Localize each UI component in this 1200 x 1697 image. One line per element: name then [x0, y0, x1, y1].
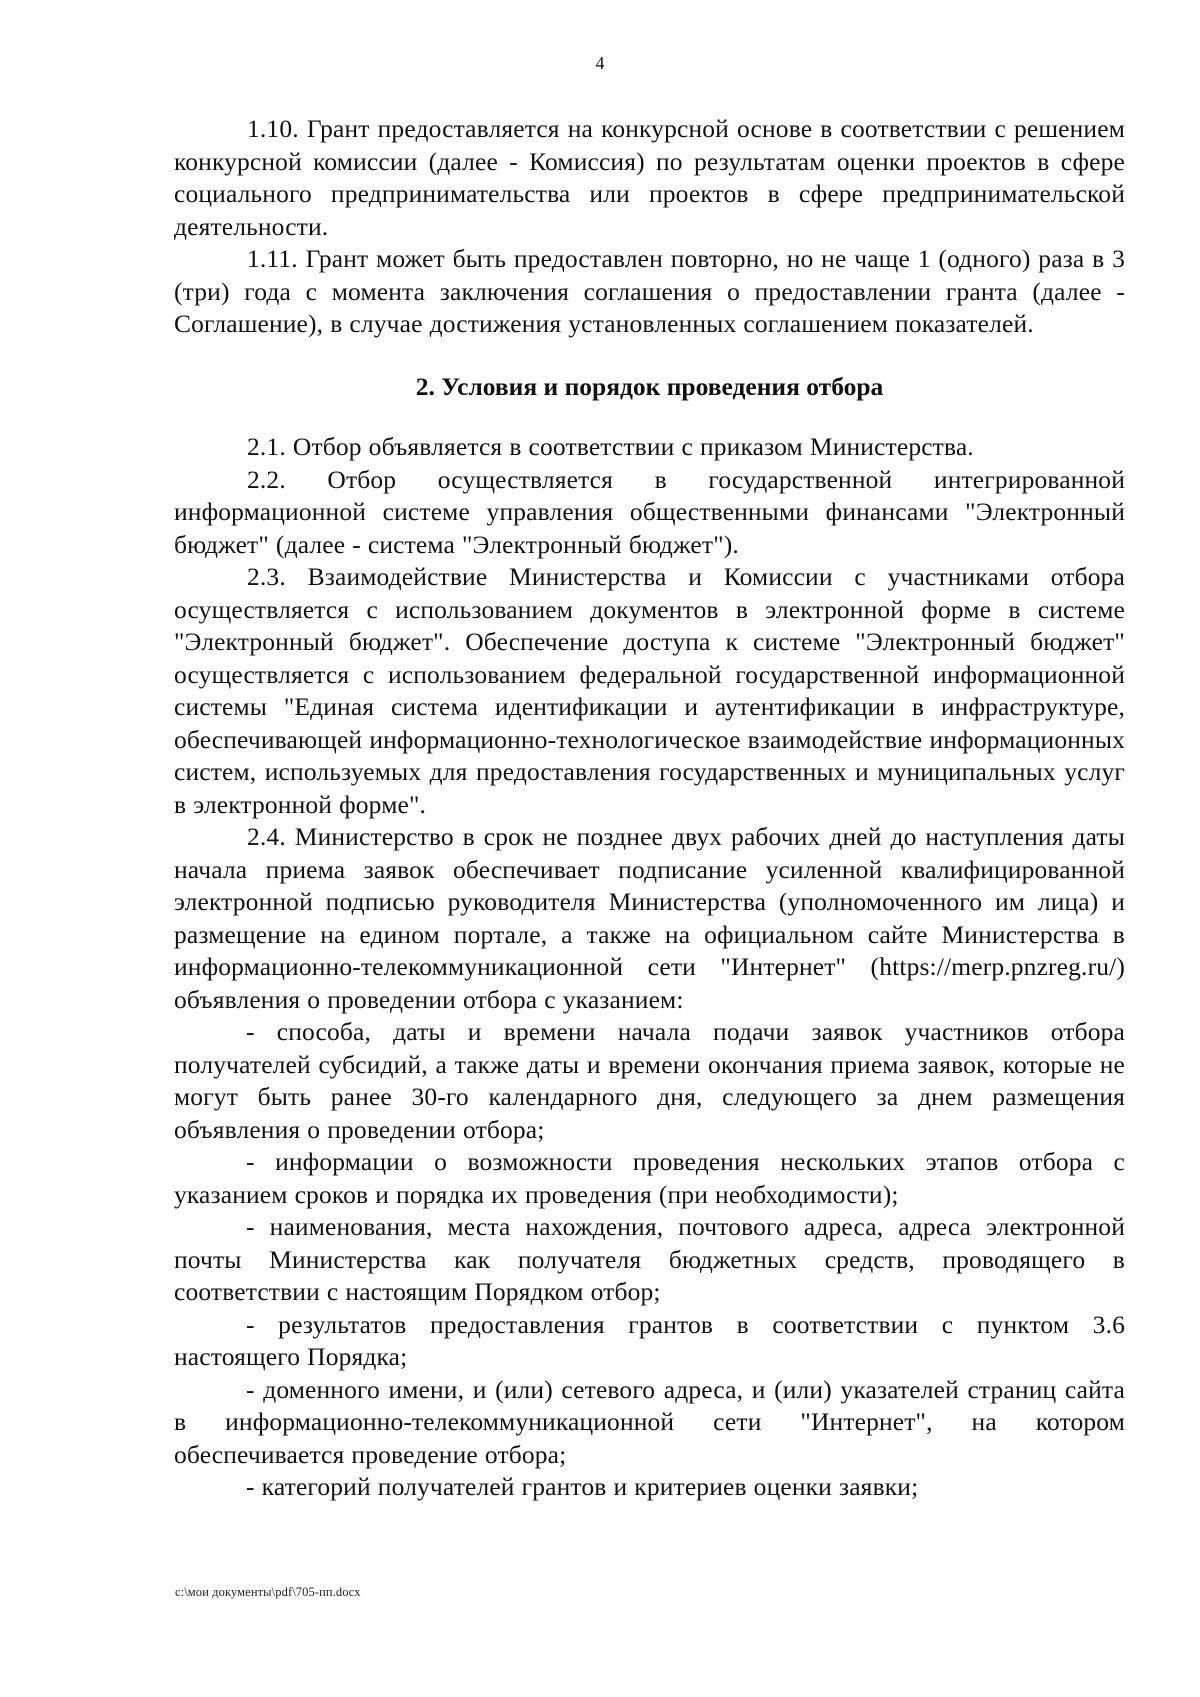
list-item: - наименования, места нахождения, почтового адреса, адреса электронной почты Министерства как получателя бюджетных средств, проводящего в соответствии с настоящим Порядком отбор; [174, 1212, 1125, 1306]
list-item: - категорий получателей грантов и критериев оценки заявки; [246, 1472, 919, 1501]
section-heading: 2. Условия и порядок проведения отбора [415, 371, 884, 401]
list-item: - результатов предоставления грантов в соответствии с пунктом 3.6 настоящего Порядка; [174, 1309, 1125, 1371]
paragraph-2-1: 2.1. Отбор объявляется в соответствии с приказом Министерства. [247, 432, 974, 461]
paragraph-2-4: 2.4. Министерство в срок не позднее двух рабочих дней до наступления даты начала приема заявок обеспечивает подписание усиленной квалифицированной электронной подписью руководителя Министерства (уполномоченного им лица) и размещение на едином портале, а также на официальном сайте Министерства в информационно-телекоммуникационной сети "Интернет" (https://merp.pnzreg.ru/) объявления о проведении отбора с указанием: [174, 822, 1125, 1014]
paragraph-1-10: 1.10. Грант предоставляется на конкурсной основе в соответствии с решением конкурсной комиссии (далее - Комиссия) по результатам оценки проектов в сфере социального предпринимательства или проектов в сфере предпринимательской деятельности. [174, 114, 1125, 241]
paragraph-2-3: 2.3. Взаимодействие Министерства и Комиссии с участниками отбора осуществляется с использованием документов в электронной форме в системе "Электронный бюджет". Обеспечение доступа к системе "Электронный бюджет" осуществляется с использованием федеральной государственной информационной системы "Единая система идентификации и аутентификации в инфраструктуре, обеспечивающей информационно-технологическое взаимодействие информационных систем, используемых для предоставления государственных и муниципальных услуг в электронной форме". [174, 562, 1125, 819]
page-number: 4 [595, 53, 605, 73]
footer-file-path: c:\мои документы\pdf\705-пп.docx [175, 1585, 361, 1599]
paragraph-1-11: 1.11. Грант может быть предоставлен повторно, но не чаще 1 (одного) раза в 3 (три) года с момента заключения соглашения о предоставлении гранта (далее - Соглашение), в случае достижения установленных соглашением показателей. [174, 244, 1125, 338]
list-item: - доменного имени, и (или) сетевого адреса, и (или) указателей страниц сайта в информационно-телекоммуникационной сети "Интернет", на котором обеспечивается проведение отбора; [174, 1374, 1125, 1469]
document-body [174, 113, 1125, 1504]
paragraph-2-2: 2.2. Отбор осуществляется в государственной интегрированной информационной системе управления общественными финансами "Электронный бюджет" (далее - система "Электронный бюджет"). [174, 464, 1125, 559]
list-item: - информации о возможности проведения нескольких этапов отбора с указанием сроков и порядка их проведения (при необходимости); [174, 1147, 1125, 1209]
list-item: - способа, даты и времени начала подачи заявок участников отбора получателей субсидий, а также даты и времени окончания приема заявок, которые не могут быть ранее 30-го календарного дня, следующего за днем размещения объявления о проведении отбора; [174, 1017, 1125, 1144]
